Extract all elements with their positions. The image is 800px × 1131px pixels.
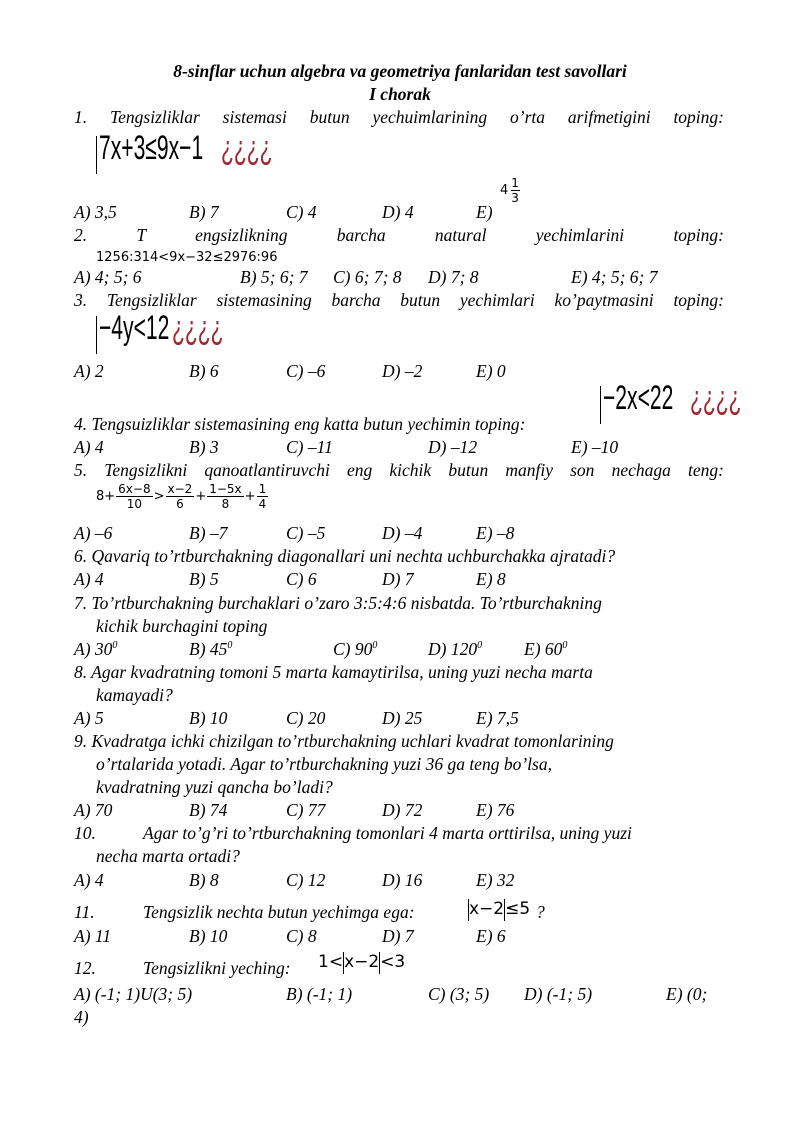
question-9-option-c[interactable]: C) 77 bbox=[286, 800, 326, 820]
question-1-text: 1. Tengsizliklar sistemasi butun yechuimlarining o’rta arifmetigini toping: bbox=[74, 107, 724, 127]
question-12-formula: 1<x−2<3 bbox=[318, 952, 406, 972]
question-8-option-b[interactable]: B) 10 bbox=[189, 708, 228, 728]
question-12-option-e-wrap: 4) bbox=[74, 1007, 89, 1027]
question-6-option-a[interactable]: A) 4 bbox=[74, 569, 104, 589]
question-11-suffix: ? bbox=[536, 902, 545, 922]
question-3-option-a[interactable]: A) 2 bbox=[74, 361, 104, 381]
question-11-number: 11. bbox=[74, 902, 95, 922]
question-4-option-a[interactable]: A) 4 bbox=[74, 437, 104, 457]
question-9-option-d[interactable]: D) 72 bbox=[382, 800, 423, 820]
question-10-text-line-2: necha marta ortadi? bbox=[96, 846, 240, 866]
question-5-option-c[interactable]: C) –5 bbox=[286, 523, 326, 543]
question-12-number: 12. bbox=[74, 958, 96, 978]
question-8-option-a[interactable]: A) 5 bbox=[74, 708, 104, 728]
question-12-option-d[interactable]: D) (-1; 5) bbox=[524, 984, 593, 1004]
question-4-text: 4. Tengsuizliklar sistemasining eng katta butun yechimin toping: bbox=[74, 414, 526, 434]
question-6-text: 6. Qavariq to’rtburchakning diagonallari uni nechta uchburchakka ajratadi? bbox=[74, 546, 616, 566]
question-2-option-b[interactable]: B) 5; 6; 7 bbox=[240, 267, 308, 287]
question-1-option-a[interactable]: A) 3,5 bbox=[74, 202, 117, 222]
question-10-option-d[interactable]: D) 16 bbox=[382, 870, 423, 890]
question-7-option-e[interactable]: E) $60^0$ bbox=[524, 639, 568, 659]
question-7-option-d[interactable]: D) $120^0$ bbox=[428, 639, 483, 659]
question-4-option-d[interactable]: D) –12 bbox=[428, 437, 478, 457]
question-11-option-d[interactable]: D) 7 bbox=[382, 926, 414, 946]
question-1-option-c[interactable]: C) 4 bbox=[286, 202, 317, 222]
question-9-option-b[interactable]: B) 74 bbox=[189, 800, 228, 820]
question-1-formula: 7x+3≤9x−1 ¿¿¿¿ bbox=[96, 136, 304, 176]
question-5-option-d[interactable]: D) –4 bbox=[382, 523, 423, 543]
question-5-option-b[interactable]: B) –7 bbox=[189, 523, 228, 543]
question-7-text-line-1: 7. To’rtburchakning burchaklari o’zaro 3:5:4:6 nisbatda. To’rtburchakning bbox=[74, 593, 602, 613]
question-10-option-e[interactable]: E) 32 bbox=[476, 870, 515, 890]
quarter-subtitle: I chorak bbox=[369, 84, 431, 104]
question-11-option-e[interactable]: E) 6 bbox=[476, 926, 506, 946]
question-5-option-e[interactable]: E) –8 bbox=[476, 523, 515, 543]
question-7-option-a[interactable]: A) $30^0$ bbox=[74, 639, 118, 659]
question-4-option-c[interactable]: C) –11 bbox=[286, 437, 333, 457]
question-3-option-b[interactable]: B) 6 bbox=[189, 361, 219, 381]
document-title: 8-sinflar uchun algebra va geometriya fanlaridan test savollari bbox=[173, 61, 627, 81]
question-11-option-c[interactable]: C) 8 bbox=[286, 926, 317, 946]
question-3-option-c[interactable]: C) –6 bbox=[286, 361, 326, 381]
question-9-option-e[interactable]: E) 76 bbox=[476, 800, 515, 820]
question-10-option-c[interactable]: C) 12 bbox=[286, 870, 326, 890]
question-10-option-a[interactable]: A) 4 bbox=[74, 870, 104, 890]
question-11-option-a[interactable]: A) 11 bbox=[74, 926, 112, 946]
question-3-option-d[interactable]: D) –2 bbox=[382, 361, 423, 381]
question-12-option-e[interactable]: E) (0; bbox=[666, 984, 708, 1004]
question-6-option-e[interactable]: E) 8 bbox=[476, 569, 506, 589]
question-11-option-b[interactable]: B) 10 bbox=[189, 926, 228, 946]
question-11-formula: x−2≤5 bbox=[469, 899, 531, 919]
question-6-option-d[interactable]: D) 7 bbox=[382, 569, 414, 589]
question-1-option-e[interactable]: E) bbox=[476, 202, 493, 222]
question-4-option-b[interactable]: B) 3 bbox=[189, 437, 219, 457]
question-1-option-d[interactable]: D) 4 bbox=[382, 202, 414, 222]
question-2-formula: 1256:314<9x−32≤2976:96 bbox=[96, 250, 278, 265]
question-4-option-e[interactable]: E) –10 bbox=[571, 437, 619, 457]
question-3-formula: −4y<12¿¿¿¿ bbox=[96, 316, 256, 356]
question-8-text-line-2: kamayadi? bbox=[96, 685, 173, 705]
question-1-option-e-fraction: 4 $\frac{1}{3}$ bbox=[500, 176, 519, 205]
question-2-option-d[interactable]: D) 7; 8 bbox=[428, 267, 479, 287]
question-12-option-c[interactable]: C) (3; 5) bbox=[428, 984, 490, 1004]
question-11-text: Tengsizlik nechta butun yechimga ega: bbox=[143, 902, 415, 922]
question-8-option-d[interactable]: D) 25 bbox=[382, 708, 423, 728]
question-1-option-b[interactable]: B) 7 bbox=[189, 202, 219, 222]
question-10-text-line-1: Agar to’g’ri to’rtburchakning tomonlari 4 marta orttirilsa, uning yuzi bbox=[143, 823, 632, 843]
question-3-text: 3. Tengsizliklar sistemasining barcha butun yechimlari ko’paytmasini toping: bbox=[74, 290, 724, 310]
question-7-text-line-2: kichik burchagini toping bbox=[96, 616, 268, 636]
question-8-option-c[interactable]: C) 20 bbox=[286, 708, 326, 728]
question-6-option-b[interactable]: B) 5 bbox=[189, 569, 219, 589]
question-9-option-a[interactable]: A) 70 bbox=[74, 800, 113, 820]
question-2-text: 2. T engsizlikning barcha natural yechimlarini toping: bbox=[74, 225, 724, 245]
question-9-text-line-2: o’rtalarida yotadi. Agar to’rtburchakning yuzi 36 ga teng bo’lsa, bbox=[96, 754, 552, 774]
question-5-option-a[interactable]: A) –6 bbox=[74, 523, 113, 543]
question-2-option-a[interactable]: A) 4; 5; 6 bbox=[74, 267, 142, 287]
question-9-text-line-3: kvadratning yuzi qancha bo’ladi? bbox=[96, 777, 333, 797]
question-9-text-line-1: 9. Kvadratga ichki chizilgan to’rtburchakning uchlari kvadrat tomonlarining bbox=[74, 731, 614, 751]
question-3-option-e[interactable]: E) 0 bbox=[476, 361, 506, 381]
question-8-option-e[interactable]: E) 7,5 bbox=[476, 708, 519, 728]
question-12-option-a[interactable]: A) (-1; 1)U(3; 5) bbox=[74, 984, 193, 1004]
question-12-text: Tengsizlikni yeching: bbox=[143, 958, 291, 978]
question-2-option-c[interactable]: C) 6; 7; 8 bbox=[333, 267, 402, 287]
question-2-option-e[interactable]: E) 4; 5; 6; 7 bbox=[571, 267, 658, 287]
question-8-text-line-1: 8. Agar kvadratning tomoni 5 marta kamaytirilsa, uning yuzi necha marta bbox=[74, 662, 593, 682]
question-10-option-b[interactable]: B) 8 bbox=[189, 870, 219, 890]
question-7-option-b[interactable]: B) $45^0$ bbox=[189, 639, 233, 659]
question-5-text: 5. Tengsizlikni qanoatlantiruvchi eng kichik butun manfiy son nechaga teng: bbox=[74, 460, 724, 480]
question-7-option-c[interactable]: C) $90^0$ bbox=[333, 639, 378, 659]
question-5-formula: 8+ $\frac{6x-8}{10}$ > $\frac{x-2}{6}$ + $\frac{1-5x}{8}$ + $\frac{1}{4}$ bbox=[96, 482, 267, 511]
question-4-formula: −2x<22 ¿¿¿¿ bbox=[600, 386, 774, 426]
question-6-option-c[interactable]: C) 6 bbox=[286, 569, 317, 589]
question-12-option-b[interactable]: B) (-1; 1) bbox=[286, 984, 353, 1004]
question-10-number: 10. bbox=[74, 823, 96, 843]
